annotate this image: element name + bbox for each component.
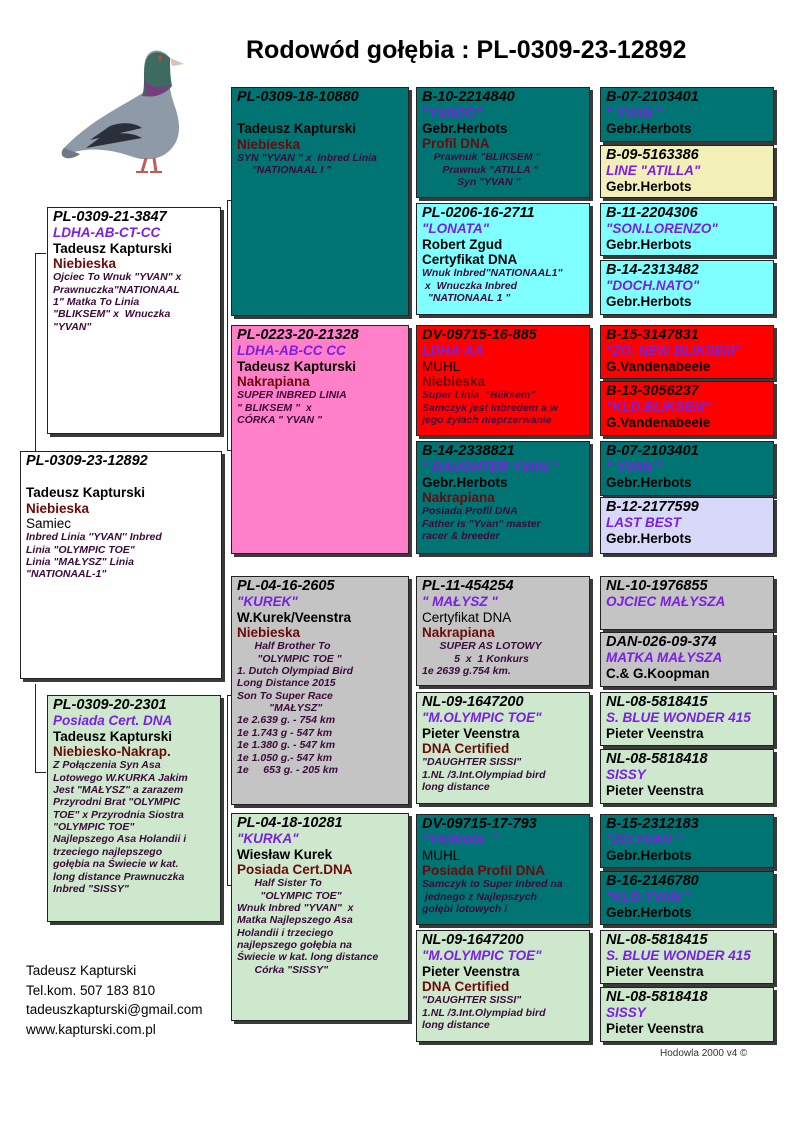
feather-color: Posiada Profil DNA [422,862,546,878]
owner: MUHL [422,358,461,374]
ancestor-card[interactable] [416,87,590,198]
pigeon-name: LINE "ATILLA" [606,163,701,179]
feather-color: Niebieska [237,624,301,640]
feather-color: Niebieska [26,500,90,516]
notes: "DAUGHTER SISSI" 1.NL /3.Int.Olympiad bird long distance [422,756,546,793]
ring-number: B-14-2313482 [606,262,699,278]
pigeon-name: " MAŁYSZ " [422,594,498,610]
pigeon-name: "M.OLYMPIC TOE" [422,948,542,964]
contact-info [26,961,203,1039]
ancestor-card-small[interactable] [600,930,774,984]
pigeon-name: "ZO. NEW BLIKSEM" [606,343,742,359]
owner: Pieter Veenstra [606,782,704,798]
feather-color: Niebiesko-Nakrap. [53,743,171,759]
pigeon-name: "ZO.YVAN " [606,832,682,848]
ancestor-card-small[interactable] [600,749,774,804]
ring-number: B-13-3056237 [606,383,699,399]
connector-line [35,253,36,453]
owner: Gebr.Herbots [606,847,692,863]
sex: Samiec [26,515,72,531]
ring-number: PL-0309-20-2301 [53,697,167,713]
ancestor-card[interactable] [416,930,590,1042]
grandsire-paternal-card[interactable] [231,87,409,316]
pigeon-name: "KURKA" [237,831,299,847]
owner: Pieter Veenstra [606,963,704,979]
pigeon-name: " DAUGHTER YVAN " [422,459,559,475]
dam-card[interactable] [47,695,221,922]
ancestor-card-small[interactable] [600,497,774,554]
pigeon-name: "KUREK" [237,594,298,610]
pigeon-name: SISSY [606,767,646,783]
website-link[interactable]: www.kapturski.com.pl [26,1021,156,1037]
subject-card[interactable] [20,451,222,679]
ancestor-card[interactable] [416,203,590,315]
owner: Gebr.Herbots [606,474,692,490]
ring-number: NL-09-1647200 [422,932,524,948]
phone-number: Tel.kom. 507 183 810 [26,982,156,998]
notes: "DAUGHTER SISSI" 1.NL /3.Int.Olympiad bird long distance [422,994,546,1031]
ancestor-card-small[interactable] [600,145,774,198]
pigeon-name: OJCIEC MAŁYSZA [606,594,726,610]
pigeon-name: " YVAN " [606,105,663,121]
email-link[interactable]: tadeuszkapturski@gmail.com [26,1002,203,1017]
owner: Tadeusz Kapturski [53,240,173,256]
ancestor-card[interactable] [416,814,590,925]
pigeon-name: LDHA-AB-CT-CC [53,225,161,241]
pigeon-name: S. BLUE WONDER 415 [606,710,751,726]
ancestor-card[interactable] [416,576,590,686]
grandsire-maternal-card[interactable] [231,576,409,805]
ring-number: B-16-2146780 [606,873,699,889]
notes: Wnuk Inbred"NATIONAAL1" x Wnuczka Inbred "NATIONAAL 1 " [422,267,563,304]
ring-number: PL-0309-23-12892 [26,453,148,469]
ring-number: PL-04-18-10281 [237,815,343,831]
ancestor-card[interactable] [416,325,590,436]
pigeon-name: "KLD.BLIKSEM" [606,399,712,415]
owner: G.Vandenabeele [606,414,711,430]
connector-line [227,200,228,450]
pigeon-name: S. BLUE WONDER 415 [606,948,751,964]
feather-color: Niebieska [422,373,486,389]
connector-line [35,684,36,772]
owner: Gebr.Herbots [606,530,692,546]
ancestor-card-small[interactable] [600,325,774,379]
owner: Gebr.Herbots [606,120,692,136]
connector-line [35,772,46,773]
connector-line [35,253,46,254]
pigeon-name: SISSY [606,1005,646,1021]
pigeon-name: "SON.LORENZO" [606,221,718,237]
sire-card[interactable] [47,207,221,434]
ancestor-card-small[interactable] [600,987,774,1042]
ancestor-card-small[interactable] [600,814,774,868]
ancestor-card[interactable] [416,441,590,554]
feather-color: DNA Certified [422,978,510,994]
notes: Samczyk to Super Inbred na jednego z Najlepszych gołębi lotowych i [422,878,563,915]
owner: MUHL [422,847,461,863]
owner: W.Kurek/Veenstra [237,609,352,625]
ring-number: NL-08-5818415 [606,694,708,710]
ring-number: PL-0309-21-3847 [53,209,167,225]
feather-color: Niebieska [53,255,117,271]
ring-number: NL-08-5818418 [606,989,708,1005]
ancestor-card-small[interactable] [600,692,774,746]
pigeon-name: "KLD.YVAN " [606,889,691,905]
page-title: Rodowód gołębia : PL-0309-23-12892 [246,36,687,64]
notes: Inbred Linia ''YVAN'' Inbred Linia "OLYMPIC TOE" Linia "MAŁYSZ" Linia "NATIONAAL-1" [26,531,162,581]
pigeon-name: LAST BEST [606,515,682,531]
ancestor-card-small[interactable] [600,203,774,256]
ancestor-card-small[interactable] [600,87,774,142]
pigeon-name: "YWANOL " [422,832,498,848]
ring-number: DV-09715-17-793 [422,816,537,832]
granddam-paternal-card[interactable] [231,325,409,554]
ring-number: B-15-3147831 [606,327,699,343]
owner: Tadeusz Kapturski [26,485,146,501]
ring-number: B-07-2103401 [606,443,699,459]
ancestor-card[interactable] [416,692,590,804]
pigeon-name: Posiada Cert. DNA [53,713,173,729]
owner: Certyfikat DNA [422,609,512,625]
ring-number: NL-08-5818418 [606,751,708,767]
ring-number: PL-0223-20-21328 [237,327,359,343]
notes: Super Linia "Bliksem" Samczyk jest inbredem a w jego żyłach nieprzerwanie [422,389,558,426]
ring-number: B-14-2338821 [422,443,515,459]
owner: Tadeusz Kapturski [237,121,357,137]
pigeon-name: " YVAN " [606,459,663,475]
pigeon-name: LDHA-AB-CC CC [237,343,346,359]
ring-number: PL-0206-16-2711 [422,205,535,221]
feather-color: Niebieska [237,136,301,152]
ring-number: B-11-2204306 [606,205,698,221]
feather-color: Nakrapiana [422,489,495,505]
ring-number: B-09-5163386 [606,147,699,163]
notes: Half Sister To "OLYMPIC TOE" Wnuk Inbred "YVAN" x Matka Najlepszego Asa Holandii i trzeciego najlepszego gołębia na Świecie w kat. long distance Córka "SISSY" [237,877,379,976]
owner: Gebr.Herbots [606,178,692,194]
owner: Tadeusz Kapturski [53,728,173,744]
ring-number: PL-04-16-2605 [237,578,335,594]
owner: Robert Zgud [422,236,503,252]
notes: SYN "YVAN " x Inbred Linia "NATIONAAL I " [237,151,377,177]
pigeon-name: LDHA-AA [422,343,484,359]
pigeon-name: "M.OLYMPIC TOE" [422,710,542,726]
pigeon-name: "DOCH.NATO" [606,278,700,294]
owner: Gebr.Herbots [422,120,508,136]
notes: Posiada Profil DNA Father is "Yvan" master racer & breeder [422,505,541,542]
owner: Wiesław Kurek [237,846,333,862]
ring-number: DAN-026-09-374 [606,634,717,650]
ancestor-card-small[interactable] [600,381,774,436]
pigeon-image [50,40,200,180]
pigeon-name: MATKA MAŁYSZA [606,650,723,666]
feather-color: Nakrapiana [237,373,310,389]
notes: SUPER INBRED LINIA " BLIKSEM " x CÓRKA " YVAN " [237,389,347,426]
granddam-maternal-card[interactable] [231,813,409,1021]
ancestor-card-small[interactable] [600,871,774,925]
feather-color: Profil DNA [422,135,490,151]
owner: Gebr.Herbots [606,236,692,252]
notes: Ojciec To Wnuk "YVAN" x Prawnuczka"NATIONAAL 1" Matka To Linia "BLIKSEM" x Wnuczka "YVAN" [53,271,182,333]
breeder-name: Tadeusz Kapturski [26,963,137,978]
ancestor-card-small[interactable] [600,260,774,315]
ring-number: B-10-2214840 [422,89,515,105]
ancestor-card-small[interactable] [600,632,774,687]
ancestor-card-small[interactable] [600,576,774,630]
owner: Pieter Veenstra [422,725,520,741]
notes: SUPER AS LOTOWY 5 x 1 Konkurs 1e 2639 g.754 km. [422,640,542,677]
pigeon-name: "YVADO" [422,105,482,121]
owner: Pieter Veenstra [606,725,704,741]
ring-number: PL-0309-18-10880 [237,89,359,105]
feather-color: Nakrapiana [422,624,495,640]
ring-number: B-07-2103401 [606,89,699,105]
owner: Pieter Veenstra [422,963,520,979]
version-label: Hodowla 2000 v4 © [660,1048,748,1059]
ring-number: DV-09715-16-885 [422,327,537,343]
ring-number: NL-08-5818415 [606,932,708,948]
notes: Half Brother To "OLYMPIC TOE " 1. Dutch Olympiad Bird Long Distance 2015 Son To Super Race "MAŁYSZ" 1e 2.639 g. - 754 km 1e 1.743 g - 547 km 1e 1.380 g. - 547 km 1e 1.050 g.- 547 km 1e 653 g. - 205 km [237,640,354,776]
owner: Gebr.Herbots [606,904,692,920]
owner: Tadeusz Kapturski [237,358,357,374]
notes: Z Połączenia Syn Asa Lotowego W.KURKA Jakim Jest "MAŁYSZ" a zarazem Przyrodni Brat "OLYMPIC TOE" x Przyrodnia Siostra "OLYMPIC TOE" Najlepszego Asa Holandii i trzeciego najlepszego gołębia na Świecie w kat. long distance Prawnuczka Inbred "SISSY" [53,759,188,895]
owner: Pieter Veenstra [606,1020,704,1036]
feather-color: Posiada Cert.DNA [237,861,353,877]
ring-number: NL-10-1976855 [606,578,708,594]
ring-number: NL-09-1647200 [422,694,524,710]
ancestor-card-small[interactable] [600,441,774,496]
ring-number: PL-11-454254 [422,578,514,594]
connector-line [227,695,228,885]
owner: C.& G.Koopman [606,665,710,681]
feather-color: DNA Certified [422,740,510,756]
ring-number: B-12-2177599 [606,499,699,515]
notes: Prawnuk "BLIKSEM " Prawnuk "ATILLA " Syn "YVAN " [433,151,541,188]
ring-number: B-15-2312183 [606,816,699,832]
owner: G.Vandenabeele [606,358,711,374]
owner: Gebr.Herbots [422,474,508,490]
pigeon-name: "LONATA" [422,221,490,237]
owner: Gebr.Herbots [606,293,692,309]
feather-color: Certyfikat DNA [422,251,518,267]
